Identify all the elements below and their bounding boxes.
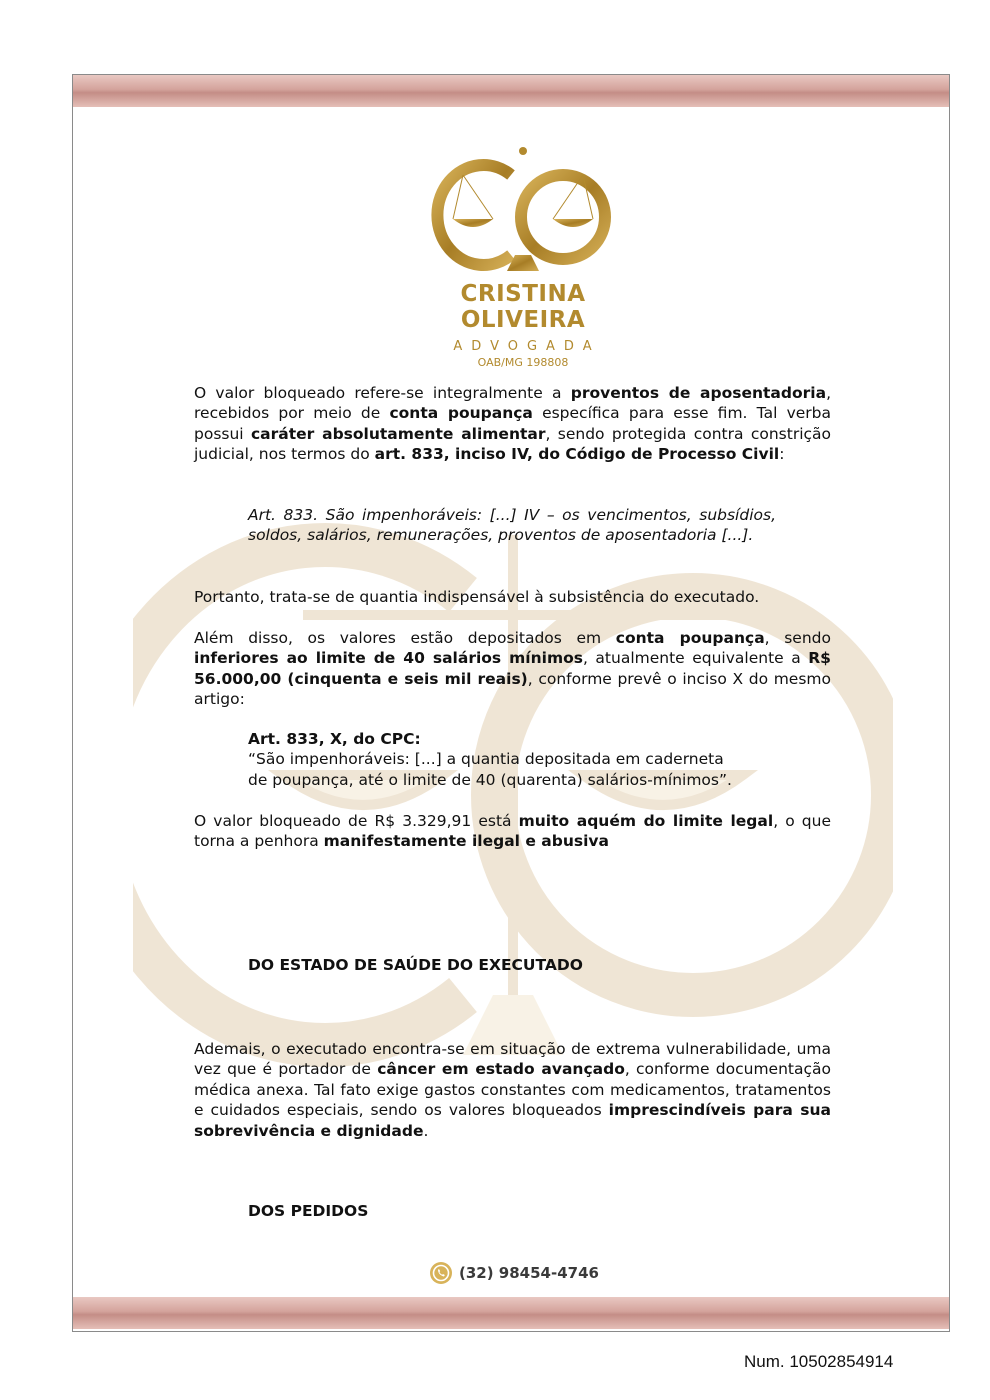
emphasized-text: conta poupança (389, 404, 533, 423)
text-run: Além disso, os valores estão depositados em (194, 629, 616, 647)
paragraph-3 (194, 628, 831, 710)
text-run: , recebidos por meio de (194, 384, 831, 423)
emphasized-text: caráter absolutamente alimentar (250, 424, 546, 443)
text-run: específica para esse fim. Tal verba possui (194, 404, 831, 443)
quote-art-833-x (248, 729, 778, 790)
text-run: Ademais, o executado encontra-se em situação de extrema vulnerabilidade, uma vez que é portador de (194, 1040, 831, 1079)
text-run: : (779, 445, 785, 464)
firm-name: CRISTINA OLIVEIRA (460, 281, 586, 333)
paragraph-text (194, 383, 831, 465)
paragraph-4 (194, 811, 831, 852)
paragraph-text (194, 1039, 831, 1141)
firm-logo (408, 145, 638, 369)
firm-oab-number: OAB/MG 198808 (477, 356, 569, 369)
paragraph-5 (194, 1039, 831, 1141)
letterhead-page (72, 74, 950, 1332)
text-run: , o que torna a penhora (194, 812, 832, 851)
quote-art-833: Art. 833. São impenhoráveis: [...] IV – os vencimentos, subsídios, soldos, salários, remunerações, proventos de aposentadoria [...]. (248, 506, 776, 545)
phone-number: (32) 98454-4746 (459, 1264, 599, 1282)
text-run: O valor bloqueado de R$ 3.329,91 está (194, 812, 519, 830)
paragraph-text (194, 628, 831, 710)
quote-line: “São impenhoráveis: [...] a quantia depositada em caderneta (248, 750, 724, 769)
emphasized-text: art. 833, inciso IV, do Código de Processo Civil (374, 445, 780, 464)
quote-title: Art. 833, X, do CPC: (248, 730, 421, 748)
document-number: Num. 10502854914 (744, 1352, 894, 1371)
text-run: O valor bloqueado refere-se integralmente a (194, 384, 571, 402)
paragraph-1 (194, 383, 831, 465)
text-run: , conforme prevê o inciso X do mesmo artigo: (194, 669, 831, 709)
emphasized-text: proventos de aposentadoria (570, 384, 827, 402)
emphasized-text: R$ 56.000,00 (cinquenta e seis mil reais) (194, 649, 831, 688)
emphasized-text: manifestamente ilegal e abusiva (323, 832, 609, 851)
whatsapp-icon (429, 1261, 453, 1285)
text-run: , sendo (764, 629, 831, 647)
emphasized-text: câncer em estado avançado (377, 1060, 625, 1079)
emphasized-text: imprescindíveis para sua sobrevivência e dignidade (194, 1101, 831, 1140)
paragraph-text (194, 811, 831, 852)
emphasized-text: muito aquém do limite legal (518, 812, 774, 830)
emphasized-text: conta poupança (615, 629, 765, 647)
header-band (73, 75, 949, 107)
footer-band (73, 1297, 949, 1329)
text-run: , sendo protegida contra constrição judicial, nos termos do (194, 424, 831, 464)
paragraph-2: Portanto, trata-se de quantia indispensável à subsistência do executado. (194, 588, 760, 606)
text-run: . (423, 1121, 429, 1140)
quote-line: de poupança, até o limite de 40 (quarenta) salários-mínimos”. (248, 770, 732, 789)
text-run: , conforme documentação médica anexa. Tal fato exige gastos constantes com medicamentos, tratamentos e cuidados especiais, sendo os valores bloqueados (194, 1060, 831, 1120)
text-run: , atualmente equivalente a (582, 649, 809, 668)
firm-subtitle: ADVOGADA (453, 339, 601, 354)
scales-of-justice-icon (423, 145, 623, 275)
section-heading-health: DO ESTADO DE SAÚDE DO EXECUTADO (248, 956, 583, 974)
section-heading-requests: DOS PEDIDOS (248, 1202, 369, 1220)
emphasized-text: inferiores ao limite de 40 salários mínimos (194, 649, 583, 668)
contact-phone (429, 1261, 599, 1285)
